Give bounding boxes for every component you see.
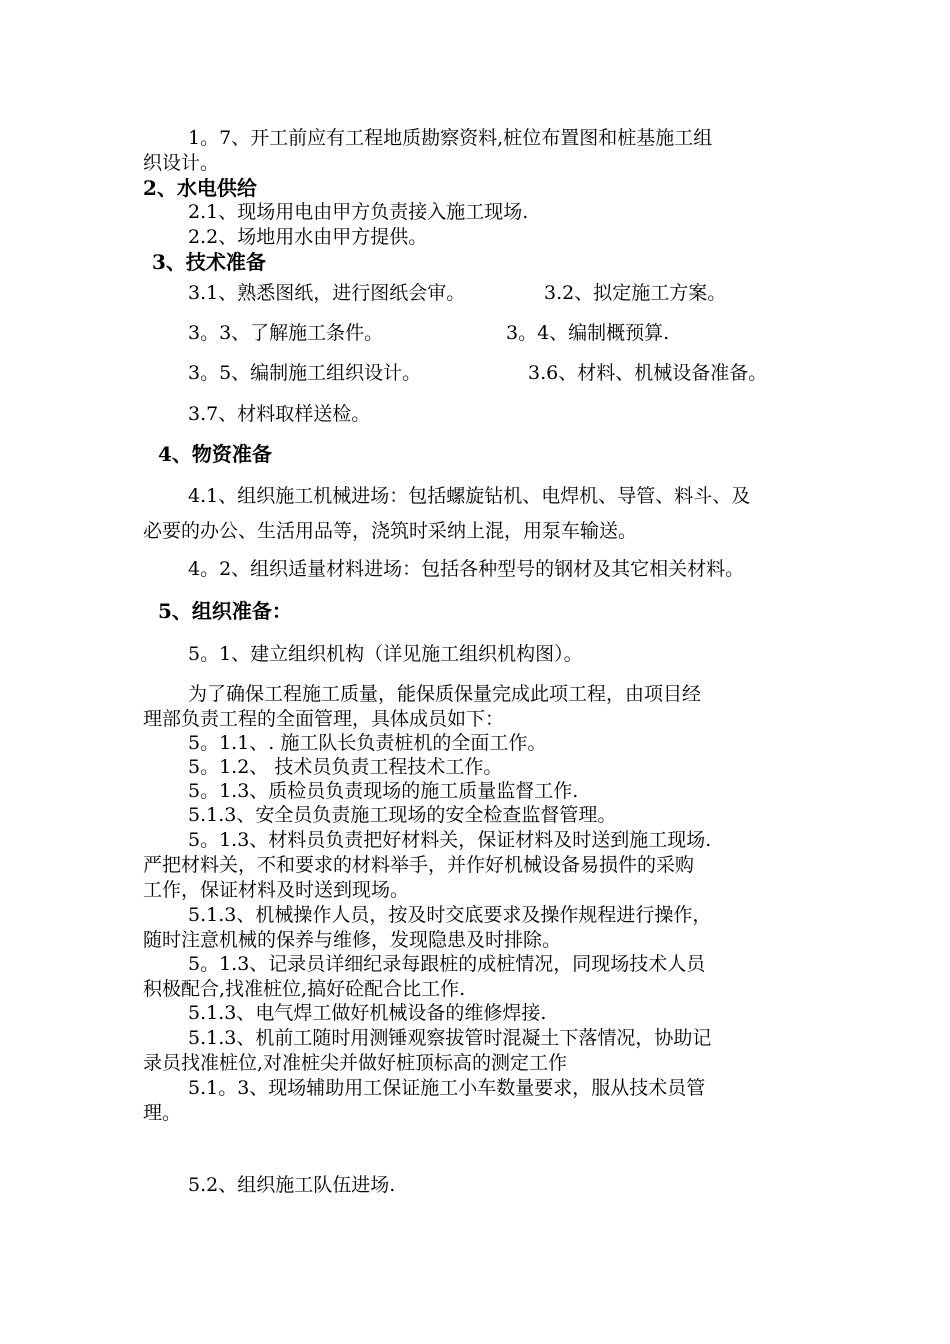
- text-line: 5。1.3、记录员详细纪录每跟桩的成桩情况，同现场技术人员: [188, 953, 706, 975]
- text-line: 5.1.3、机前工随时用测锤观察拔管时混凝土下落情况，协助记: [188, 1027, 712, 1049]
- section-heading: 4、物资准备: [158, 442, 272, 466]
- text-line: 3。5、编制施工组织设计。: [188, 362, 422, 384]
- text-line: 积极配合,找准桩位,搞好砼配合比工作.: [143, 978, 466, 1000]
- text-line: 5.2、组织施工队伍进场.: [188, 1174, 396, 1196]
- text-line: 录员找准桩位,对准桩尖并做好桩顶标高的测定工作: [143, 1052, 568, 1074]
- text-line: 3.7、材料取样送检。: [188, 403, 371, 425]
- text-line: 1。7、开工前应有工程地质勘察资料,桩位布置图和桩基施工组: [188, 127, 713, 149]
- text-line: 4。2、组织适量材料进场：包括各种型号的钢材及其它相关材料。: [188, 558, 745, 580]
- text-line: 5.1。3、现场辅助用工保证施工小车数量要求，服从技术员管: [188, 1077, 706, 1099]
- section-heading: 2、水电供给: [143, 176, 257, 200]
- section-heading: 5、组织准备：: [158, 599, 292, 623]
- text-line: 5。1、建立组织机构（详见施工组织机构图）。: [188, 643, 583, 665]
- section-heading: 3、技术准备: [152, 250, 266, 274]
- text-line: 3。3、了解施工条件。: [188, 322, 384, 344]
- text-line: 5。1.3、材料员负责把好材料关，保证材料及时送到施工现场.: [188, 829, 712, 851]
- text-line: 3.6、材料、机械设备准备。: [528, 362, 768, 384]
- text-line: 工作，保证材料及时送到现场。: [143, 879, 410, 901]
- text-line: 5。1.3、质检员负责现场的施工质量监督工作.: [188, 780, 579, 802]
- text-line: 4.1、组织施工机械进场：包括螺旋钻机、电焊机、导管、料斗、及: [188, 485, 751, 507]
- text-line: 随时注意机械的保养与维修，发现隐患及时排除。: [143, 929, 562, 951]
- text-line: 5。1.2、 技术员负责工程技术工作。: [188, 756, 503, 778]
- text-line: 必要的办公、生活用品等，浇筑时采纳上混，用泵车输送。: [143, 520, 638, 542]
- text-line: 3。4、编制概预算.: [506, 322, 670, 344]
- text-line: 2.2、场地用水由甲方提供。: [188, 226, 428, 248]
- text-line: 严把材料关，不和要求的材料举手，并作好机械设备易损件的采购: [143, 854, 695, 876]
- text-line: 5.1.3、机械操作人员，按及时交底要求及操作规程进行操作，: [188, 904, 712, 926]
- text-line: 3.2、拟定施工方案。: [544, 282, 727, 304]
- text-line: 理。: [143, 1102, 182, 1124]
- text-line: 3.1、熟悉图纸，进行图纸会审。: [188, 282, 466, 304]
- text-line: 5。1.1、. 施工队长负责桩机的全面工作。: [188, 732, 547, 754]
- text-line: 5.1.3、电气焊工做好机械设备的维修焊接.: [188, 1002, 547, 1024]
- text-line: 5.1.3、安全员负责施工现场的安全检查监督管理。: [188, 804, 617, 826]
- text-line: 为了确保工程施工质量，能保质保量完成此项工程，由项目经: [188, 683, 702, 705]
- text-line: 2.1、现场用电由甲方负责接入施工现场.: [188, 201, 529, 223]
- text-line: 理部负责工程的全面管理，具体成员如下：: [143, 708, 505, 730]
- text-line: 织设计。: [143, 152, 220, 174]
